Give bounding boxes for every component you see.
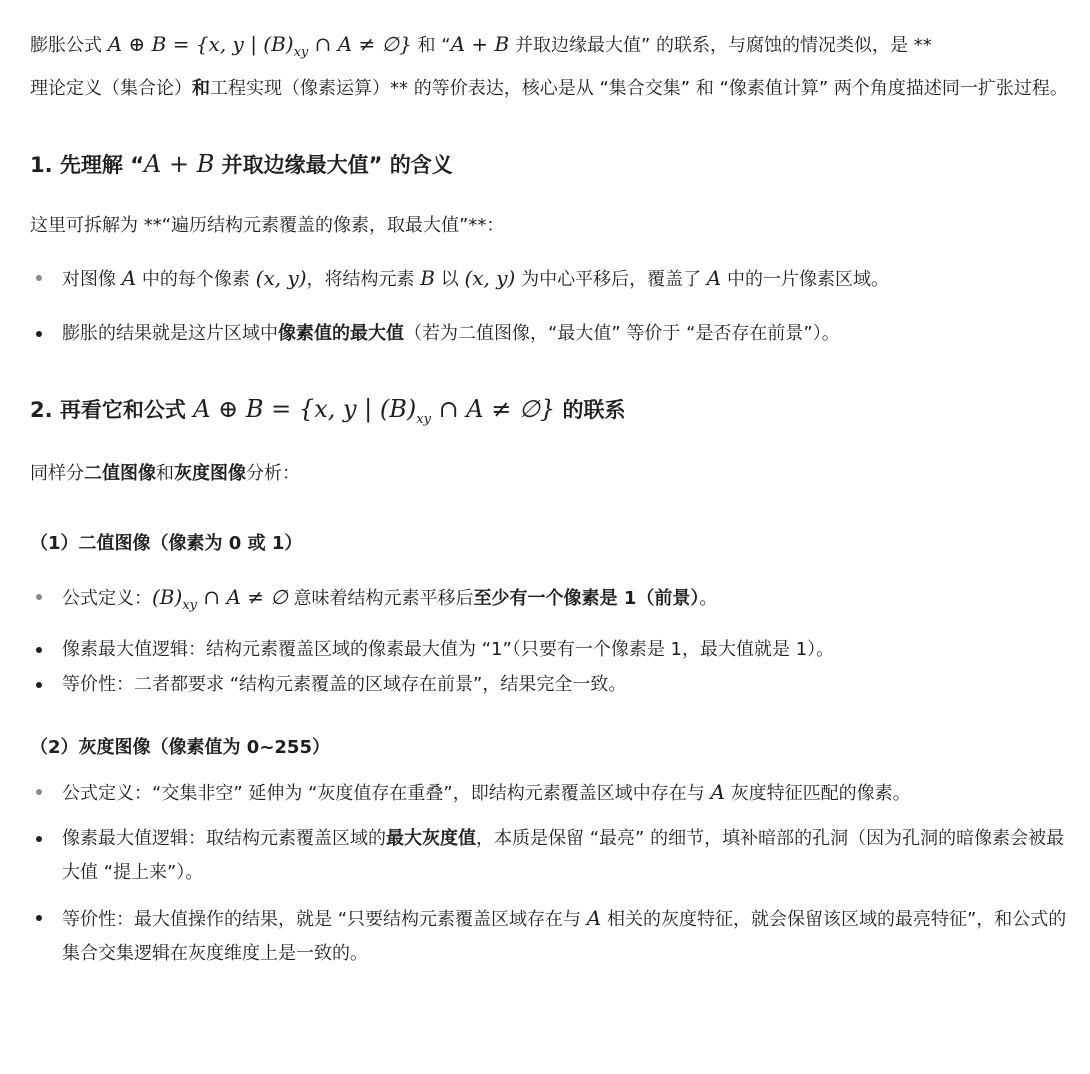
sum-formula: A + B <box>450 32 510 56</box>
list-item <box>30 261 1080 297</box>
list-item <box>30 901 1080 971</box>
item-bold: 最大灰度值 <box>386 828 476 849</box>
formula-subscript: xy <box>182 598 197 613</box>
item-text: 像素最大值逻辑：取结构元素覆盖区域的 <box>62 828 386 849</box>
list-item <box>30 580 1080 616</box>
list-item <box>30 317 1080 351</box>
dilation-formula <box>107 32 412 60</box>
math-symbol: A <box>706 266 722 290</box>
list-item <box>30 775 1080 811</box>
section-2-heading <box>30 391 1080 428</box>
item-text: ，将结构元素 <box>306 269 421 290</box>
item-text: 对图像 <box>62 269 122 290</box>
item-text: ，本质是保留 “最亮” 的细节，填补暗部的孔洞（因为孔洞的暗像素会被最大值 “提上来”）。 <box>62 828 1065 883</box>
lead-text: 分析： <box>246 463 300 484</box>
formula-part: (B) <box>152 585 183 609</box>
heading-text: 2. 再看它和公式 <box>30 398 194 422</box>
item-text: 灰度特征匹配的像素。 <box>724 783 911 804</box>
heading-text: 并取边缘最大值” 的含义 <box>214 153 453 177</box>
item-text: 中的一片像素区域。 <box>721 269 889 290</box>
heading-formula <box>193 395 556 427</box>
math-symbol: (x, y) <box>255 266 307 290</box>
item-text: 等价性：最大值操作的结果，就是 “只要结构元素覆盖区域存在与 <box>62 909 587 930</box>
heading-text: 的联系 <box>555 398 626 422</box>
formula-subscript: xy <box>416 411 431 427</box>
section-1-list <box>30 261 1080 351</box>
intro-text: 和 “ <box>411 35 451 56</box>
math-symbol: A <box>121 266 137 290</box>
item-text: 意味着结构元素平移后 <box>287 588 474 609</box>
intro-paragraph-2 <box>30 72 1080 106</box>
formula-subscript: xy <box>293 45 309 60</box>
intro-text: 工程实现（像素运算）** 的等价表达，核心是从 “集合交集” 和 “像素值计算” 两个角度描述同一扩张过程。 <box>210 78 1068 99</box>
heading-text: 1. 先理解 “ <box>30 153 145 177</box>
item-bold: 至少有一个像素是 1（前景） <box>473 588 700 609</box>
intro-paragraph <box>30 26 1080 64</box>
item-text: 以 <box>434 269 465 290</box>
section-1-heading <box>30 146 1080 183</box>
gray-heading: （2）灰度图像（像素值为 0~255） <box>30 737 330 758</box>
item-text: 为中心平移后，覆盖了 <box>515 269 707 290</box>
math-symbol: B <box>420 266 435 290</box>
math-formula <box>152 585 288 613</box>
item-text: 膨胀的结果就是这片区域中 <box>62 323 278 344</box>
math-symbol: A <box>710 780 725 804</box>
section-2-lead <box>30 456 1080 492</box>
intro-text: 理论定义（集合论） <box>30 78 192 99</box>
list-item <box>30 822 1080 890</box>
formula-part: ∩ A ≠ ∅ <box>197 585 288 609</box>
list-item: 等价性：二者都要求 “结构元素覆盖的区域存在前景”，结果完全一致。 <box>30 668 1080 702</box>
formula-part: ∩ A ≠ ∅} <box>430 395 556 423</box>
item-text: （若为二值图像，“最大值” 等价于 “是否存在前景”）。 <box>404 323 840 344</box>
list-item: 像素最大值逻辑：结构元素覆盖区域的像素最大值为 “1”（只要有一个像素是 1，最大值就是 1）。 <box>30 633 1080 667</box>
gray-list <box>30 775 1080 971</box>
item-text: 。 <box>699 588 718 609</box>
section-1-lead: 这里可拆解为 **“遍历结构元素覆盖的像素，取最大值”**： <box>30 215 505 236</box>
item-text: 中的每个像素 <box>136 269 256 290</box>
intro-bold: 和 <box>192 78 210 99</box>
lead-bold: 灰度图像 <box>174 463 246 484</box>
item-bold: 像素值的最大值 <box>278 323 404 344</box>
item-text: 相关的灰度特征，就会保留该区域的最亮特征”，和公式的集合交集逻辑在灰度维度上是一致的。 <box>62 909 1067 964</box>
math-symbol: (x, y) <box>464 266 516 290</box>
item-text: 公式定义：“交集非空” 延伸为 “灰度值存在重叠”，即结构元素覆盖区域中存在与 <box>62 783 711 804</box>
intro-text: 膨胀公式 <box>30 35 108 56</box>
heading-formula: A + B <box>144 150 215 178</box>
intro-text: 并取边缘最大值” 的联系，与腐蚀的情况类似，是 ** <box>509 35 932 56</box>
formula-part: A ⊕ B = {x, y | (B) <box>193 395 417 423</box>
lead-text: 和 <box>156 463 174 484</box>
item-text: 公式定义： <box>62 588 152 609</box>
lead-text: 同样分 <box>30 463 84 484</box>
formula-part: ∩ A ≠ ∅} <box>308 32 412 56</box>
lead-bold: 二值图像 <box>84 463 156 484</box>
formula-part: A ⊕ B = {x, y | (B) <box>107 32 294 56</box>
document-body <box>30 22 1080 971</box>
math-symbol: A <box>586 906 602 930</box>
binary-heading: （1）二值图像（像素为 0 或 1） <box>30 533 303 554</box>
binary-list <box>30 580 1080 702</box>
